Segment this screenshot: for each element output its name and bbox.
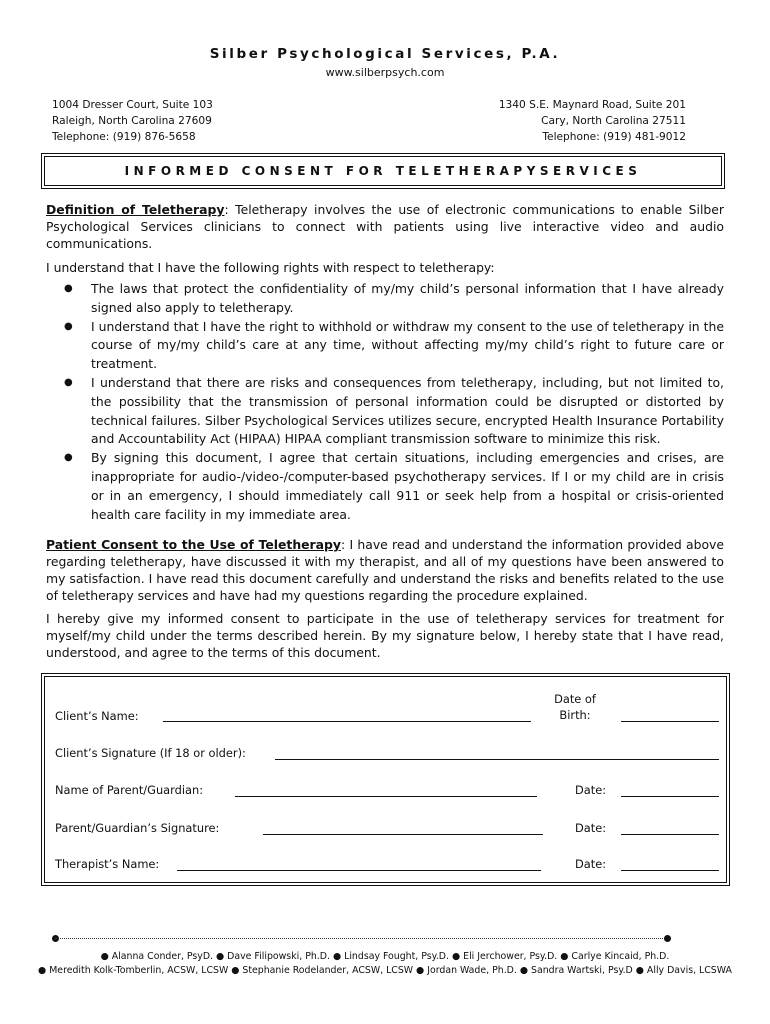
definition-heading: Definition of Teletherapy — [46, 202, 225, 217]
clinician-list-line-1: ● Alanna Conder, PsyD. ● Dave Filipowski, Ph.D. ● Lindsay Fought, Psy.D. ● Eli Jerchower, Psy.D. ● Carlye Kincaid, Ph.D. — [100, 951, 670, 962]
cary-address — [499, 97, 686, 145]
date-of-birth-label: Date of Birth: — [554, 692, 596, 722]
phone-line: Telephone: (919) 481-9012 — [542, 131, 686, 143]
parent-signature-date-field[interactable] — [621, 834, 719, 835]
footer-rule-end-dot — [664, 935, 671, 942]
client-signature-label: Client’s Signature (If 18 or older): — [55, 746, 246, 760]
rights-item: ● By signing this document, I agree that certain situations, including emergencies and crises, are inappropriate for audio-/video-/computer-based psychotherapy services. If I or my child are in crisis or in an emergency, I should immediately call 911 or seek help from a hospital or crisis-oriented health care facility in my immediate area. — [64, 450, 724, 522]
parent-signature-field[interactable] — [263, 834, 543, 835]
rights-item: ● I understand that there are risks and consequences from teletherapy, including, but not limited to, the possibility that the transmission of personal information could be disrupted or distorted by technical failures. Silber Psychological Services utilizes secure, encrypted Health Insurance Portability and Accountability Act (HIPAA) HIPAA compliant transmission software to minimize this risk. — [64, 374, 724, 447]
rights-list — [46, 280, 724, 524]
bullet-icon: ● — [64, 452, 73, 464]
organization-name: Silber Psychological Services, P.A. — [209, 46, 561, 62]
address-line: 1004 Dresser Court, Suite 103 — [52, 99, 213, 111]
clinician-list-line-2: ● Meredith Kolk-Tomberlin, ACSW, LCSW ● Stephanie Rodelander, ACSW, LCSW ● Jordan Wade, Ph.D. ● Sandra Wartski, Psy.D ● Ally Davis, LCSWA — [38, 965, 732, 976]
date-of-birth-field[interactable] — [621, 721, 719, 722]
hereby-paragraph: I hereby give my informed consent to participate in the use of teletherapy services for treatment for myself/my child under the terms described herein. By my signature below, I hereby state that I have read, understood, and agree to the terms of this document. — [46, 611, 724, 660]
raleigh-address — [52, 97, 213, 145]
definition-paragraph: Definition of Teletherapy: Teletherapy involves the use of electronic communications to enable Silber Psychological Services clinicians to connect with patients using live interactive video and audio communications. — [46, 202, 724, 251]
bullet-icon: ● — [64, 376, 73, 388]
parent-name-label: Name of Parent/Guardian: — [55, 783, 204, 797]
rights-intro: I understand that I have the following rights with respect to teletherapy: — [46, 260, 495, 275]
footer-divider — [55, 938, 667, 939]
definition-text: Teletherapy involves the use of electronic communications to enable Silber Psychological Services clinicians to connect with patients using live interactive video and audio communications. — [46, 202, 724, 251]
consent-heading: Patient Consent to the Use of Teletherapy — [46, 537, 341, 552]
address-line: Raleigh, North Carolina 27609 — [52, 115, 212, 127]
consent-text: I have read and understand the information provided above regarding teletherapy, have discussed it with my therapist, and all of my questions have been answered to my satisfaction. I have read this document carefully and understand the risks and benefits related to the use of teletherapy services and have had my questions regarding the procedure explained. — [46, 537, 724, 603]
address-line: 1340 S.E. Maynard Road, Suite 201 — [498, 99, 686, 111]
consent-paragraph: Patient Consent to the Use of Teletherapy: I have read and understand the information provided above regarding teletherapy, have discussed it with my therapist, and all of my questions have been answered to my satisfaction. I have read this document carefully and understand the risks and benefits related to the use of teletherapy services and have had my questions regarding the procedure explained. — [46, 537, 724, 603]
document-title-box — [44, 156, 722, 186]
therapist-date-label: Date: — [575, 857, 607, 871]
therapist-name-field[interactable] — [177, 870, 541, 871]
client-name-field[interactable] — [163, 721, 531, 722]
parent-name-field[interactable] — [235, 796, 537, 797]
client-name-label: Client’s Name: — [55, 709, 139, 723]
parent-name-date-label: Date: — [575, 783, 607, 797]
bullet-icon: ● — [64, 320, 73, 332]
bullet-icon: ● — [64, 283, 73, 294]
rights-item: ● I understand that I have the right to withhold or withdraw my consent to the use of teletherapy in the course of my/my child’s care at any time, without affecting my/my child’s right to future care or treatment. — [64, 318, 724, 372]
parent-name-date-field[interactable] — [621, 796, 719, 797]
parent-signature-label: Parent/Guardian’s Signature: — [55, 821, 220, 835]
phone-line: Telephone: (919) 876-5658 — [52, 131, 196, 143]
therapist-date-field[interactable] — [621, 870, 719, 871]
client-signature-field[interactable] — [275, 759, 719, 760]
signature-form — [44, 676, 727, 883]
organization-website[interactable]: www.silberpsych.com — [325, 66, 445, 79]
address-line: Cary, North Carolina 27511 — [541, 115, 686, 127]
document-title: INFORMED CONSENT FOR TELETHERAPYSERVICES — [124, 164, 642, 178]
rights-item: ● The laws that protect the confidentiality of my/my child’s personal information that I have already signed also apply to teletherapy. — [64, 281, 724, 315]
therapist-name-label: Therapist’s Name: — [55, 857, 160, 871]
parent-signature-date-label: Date: — [575, 821, 607, 835]
